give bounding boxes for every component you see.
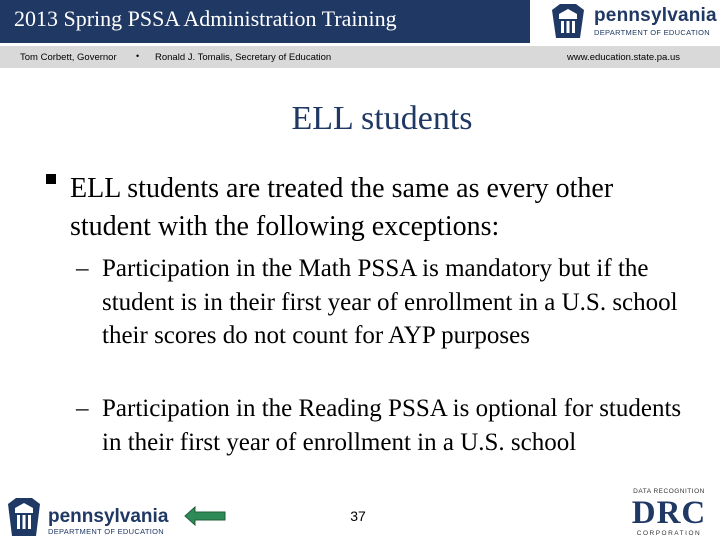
pa-logo-footer [4, 498, 174, 538]
sub-bullet-text: Participation in the Reading PSSA is optional for students in their first year of enrollment in a U.S. school [102, 395, 682, 456]
pa-logo-header [548, 2, 718, 42]
drc-top-text: DATA RECOGNITION [633, 488, 705, 495]
pa-logo-sub: DEPARTMENT OF EDUCATION [594, 28, 710, 37]
pa-logo-word: pennsylvania [594, 5, 717, 26]
square-bullet-icon [46, 174, 56, 184]
secretary-text: Ronald J. Tomalis, Secretary of Education [155, 52, 332, 63]
main-bullet-text: ELL students are treated the same as every other student with the following exceptions: [70, 173, 614, 242]
drc-bottom-text: CORPORATION [636, 530, 702, 537]
left-arrow-icon[interactable] [184, 506, 226, 526]
drc-logo [628, 488, 710, 538]
header-title: 2013 Spring PSSA Administration Training [14, 6, 397, 31]
drc-letters: DRC [631, 495, 707, 531]
subheader-bar [0, 46, 720, 68]
header-bar [0, 0, 530, 43]
dash-marker: – [76, 255, 89, 282]
page-number: 37 [350, 508, 366, 524]
website-link[interactable]: www.education.state.pa.us [567, 52, 681, 63]
sub-bullet-text: Participation in the Math PSSA is mandatory but if the student is in their first year of enrollment in a U.S. school their scores do not count for AYP purposes [102, 255, 678, 349]
pa-logo-sub: DEPARTMENT OF EDUCATION [48, 527, 164, 536]
governor-text: Tom Corbett, Governor [20, 52, 117, 63]
keystone-icon [548, 2, 588, 42]
slide-title: ELL students [291, 100, 473, 137]
pa-logo-word: pennsylvania [48, 506, 169, 527]
separator: • [136, 51, 140, 61]
keystone-icon [4, 498, 44, 538]
dash-marker: – [76, 395, 89, 422]
